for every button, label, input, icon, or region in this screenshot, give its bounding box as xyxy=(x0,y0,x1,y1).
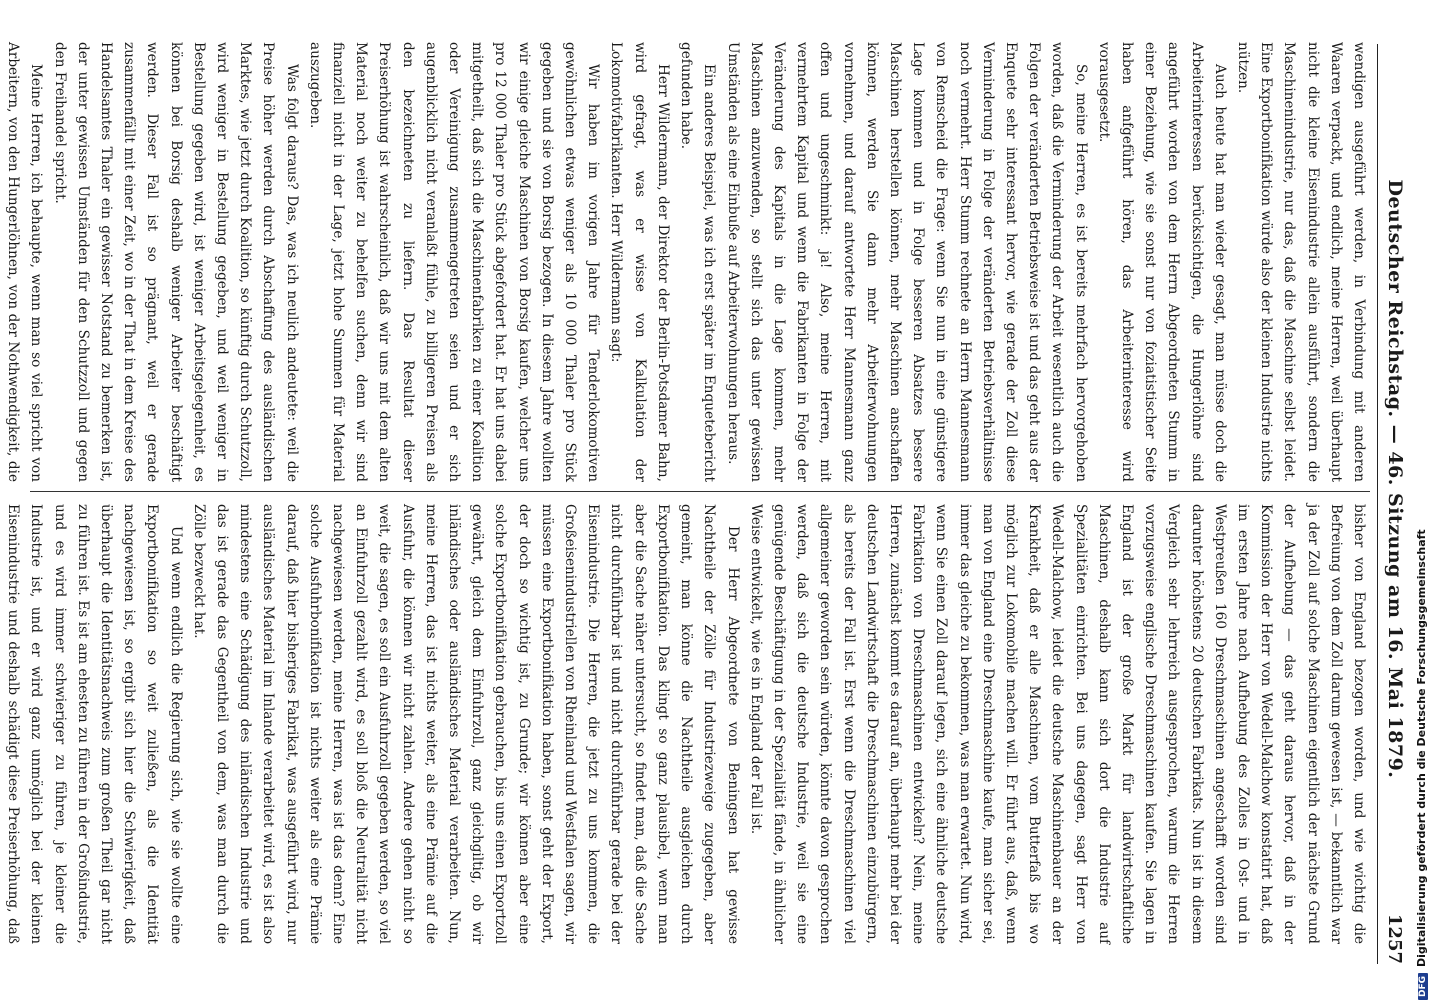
page-number: 1257 xyxy=(1384,913,1406,964)
text-column-left xyxy=(5,42,1370,482)
text-column-right xyxy=(5,504,1370,944)
paragraph: Was folgt daraus? Das, was ich neulich andeutete: weil die Preise höher werden durch Abschaffung des ausländischen Marktes, wie jetzt durch Koalition, so künftig durch Schutzzoll, wird weniger in Bestellung gegeben, und weil weniger in Bestellung gegeben wird, ist weniger Arbeitsgelegenheit, es können bei Borsig deshalb weniger Arbeiter beschäftigt werden. Dieser Fall ist so prägnant, weil er gerade zusammenfällt mit einer Zeit, wo in der That in dem Kreise des Handelsamtes Thaler ein gewisser Notstand zu bemerken ist, der unter gewissen Umständen für den Schutzzoll und gegen den Freihandel spricht. xyxy=(51,42,300,482)
paragraph: So, meine Herren, es ist bereits mehrfach hervorgehoben worden, daß die Verminderung der Arbeit wesentlich auch die Folgen der veränderten Betriebsweise ist und das geht aus der Enquete sehr interessant hervor, wie gerade der Zoll diese Verminderung in Folge der veränderten Betriebsverhältnisse noch vermehrt. Herr Stumm rechnete an Herrn Mannesmann von Remscheid die Frage: wenn Sie nun in eine günstigere Lage kommen und in Folge besseren Absatzes bessere Maschinen herstellen können, mehr Maschinen anschaffen können, werden Sie dann mehr Arbeiterwohnungen vornehmen, und darauf antwortete Herr Mannesmann ganz offen und ungeschminkt: ja! Also, meine Herren, mit vermehrtem Kapital und wenn die Fabrikanten in Folge der Veränderung des Kapitals in die Lage kommen, mehr Maschinen anzuwenden, so stellt sich das unter gewissen Umständen als eine Einbuße auf Arbeiterwohnungen heraus. xyxy=(724,42,1089,482)
paragraph: Und wenn endlich die Regierung sich, wie sie wollte eine Exportbonifikation so weit zuließen, als die Identität nachgewiesen ist, so ergibt sich hier die Schwierigkeit, daß überhaupt die Identitätsnachweis zum großen Theil gar nicht zu führen ist. Es ist am ehesten zu führen in der Großindustrie, und es wird immer schwieriger zu führen, je kleiner die Industrie ist, und er wird ganz unmöglich bei der kleinen Eisenindustrie und deshalb schädigt diese Preiserhöhung, daß xyxy=(5,504,184,944)
paragraph: Der Herr Abgeordnete von Beningsen hat gewisse Nachtheile der Zölle für Industriezweige zugegeben, aber gemeint, man könne die Nachtheile ausgleichen durch Exportbonifikation. Das klingt so ganz plausibel, wenn man aber die Sache näher untersucht, so findet man, daß die Sache nicht durchführbar ist und nicht durchführbar gerade bei der Eisenindustrie. Die Herren, die jetzt zu uns kommen, die Großeisenindustriellen von Rheinland und Westfalen sagen, wir müssen eine Exportbonifikation haben, sonst geht der Export, der doch so wichtig ist, zu Grunde; wir können aber eine solche Exportbonifikation gebrauchen, bis uns einen Exportzoll gewährt, gleich dem Einfuhrzoll, ganz gleichgiltig, ob wir inländisches oder ausländisches Material verarbeiten. Nun, meine Herren, das ist nichts weiter, als eine Prämie auf die Ausfuhr, die können wir nicht zahlen. Andere gehen nicht so weit, die sagen, es soll ein Ausfuhrzoll gegeben werden, so viel an Einfuhrzoll gezahlt wird, es soll bloß die Neutralität nicht nachgewiesen werden, meine Herren, was ist das denn? Eine solche Ausfuhrbonifikation ist nichts weiter als eine Prämie darauf, daß hier bisheriges Fabrikat, was ausgeführt wird, nur ausländisches Material im Inlande verarbeitet wird, es ist also mindestens eine Schädigung des inländischen Industrie und das ist gerade das Gegentheil von dem, was man durch die Zölle bezweckt hat. xyxy=(190,504,741,944)
page-header xyxy=(1377,44,1412,964)
rotated-document-page xyxy=(5,4,1420,994)
column-divider xyxy=(30,491,1370,492)
paragraph: Wir haben im vorigen Jahre für Tenderlokomotiven gewöhnlichen etwas weniger als 10 000 Thaler pro Stück gegeben und sie von Borsig bezogen. In diesem Jahre wollten wir einige gleiche Maschinen von Borsig kaufen, welcher uns pro 12 000 Thaler pro Stück abgefordert hat. Er hat uns dabei mitgetheilt, daß sich die Maschinenfabriken zu einer Koalition oder Vereinigung zusammengetreten seien und er sich augenblicklich nicht veranlaßt fühle, zu billigeren Preisen als den bezeichneten zu liefern. Das Resultat dieser Preiserhöhung ist wahrscheinlich, daß wir uns mit dem alten Material noch weiter zu behelfen suchen, denn wir sind finanziell nicht in der Lage, jetzt hohe Summen für Material auszugeben. xyxy=(306,42,602,482)
paragraph: Meine Herren, ich behaupte, wenn man so viel spricht von Arbeitern, von den Hungerlöhnen, von der Nothwendigkeit, die xyxy=(5,42,45,482)
paragraph: bisher von England bezogen worden, und wie wichtig die Befreiung von dem Zoll darum gewesen ist, — bekanntlich war ja der Zoll auf solche Maschinen eigentlich der nächste Grund der Aufhebung — das geht daraus hervor, daß in der Kommission der Herr von Wedell-Malchow konstatirt hat, daß im ersten Jahre nach Aufhebung des Zolles in Ost- und in Westpreußen 160 Dreschmaschinen angeschafft worden sind darunter höchstens 20 deutschen Fabrikats. Nun ist in diesem Vergleich sehr lehrreich ausgesprochen, warum die Herren vorzugsweise englische Dreschmaschinen kaufen. Sie lagen in England ist der große Markt für landwirtschaftliche Maschinen, deshalb kann sich dort die Industrie auf Spezialitäten einrichten. Bei uns dagegen, sagt Herr von Wedell-Malchow, leidet die deutsche Maschinenbauer an der Krankheit, daß er alle Maschinen, vom Butterfaß bis wo möglich zur Lokomobile machen will. Er führt aus, daß, wenn man von England eine Dreschmaschine kaufe, man sicher sei, immer das gleiche zu bekommen, was man erwartet. Nun wird, wenn Sie einen Zoll darauf legen, sich eine ähnliche deutsche Fabrikation von Dreschmaschinen entwickeln? Nein, meine Herren, zunächst kommt es darauf an, überhaupt mehr bei der deutschen Landwirtschaft die Dreschmaschinen einzubürgern, als bereits der Fall ist. Erst wenn die Dreschmaschinen viel allgemeiner geworden sein würden, könnte davon gesprochen werden, daß sich die deutsche Industrie, weil sie eine genügende Beschäftigung in der Spezialität fände, in ähnlicher Weise entwickelt, wie es in England der Fall ist. xyxy=(747,504,1367,944)
paragraph: Auch heute hat man wieder gesagt, man müsse doch die Arbeiterinteressen berücksichtigen, die Hungerlöhne sind angeführt worden von dem Herrn Abgeordneten Stumm in einer Beziehung, wie sie sonst nur von foziatistischer Seite haben anfgeführt hören, das Arbeiterinteresse wird vorausgesetzt. xyxy=(1095,42,1228,482)
paragraph: wendigen ausgeführt werden, in Verbindung mit anderen Waaren verpackt, und endlich, meine Herren, weil überhaupt nicht die kleine Eisenindustrie allein ausführt, sondern die Maschinenindustrie, nur das, daß die Maschine selbst leidet. Eine Exportbonifikation würde also der kleinen Industrie nichts nützen. xyxy=(1234,42,1367,482)
page-header-title: Deutscher Reichstag. — 46. Sitzung am 16. Mai 1879. xyxy=(1384,179,1406,779)
paragraph: Ein anderes Beispiel, was ich erst später im Enquetebericht gefunden habe. xyxy=(678,42,718,482)
digitization-credit xyxy=(1415,529,1428,1000)
paragraph: Herr Wildermann, der Direktor der Berlin-Potsdamer Bahn, wird gefragt, was er wisse von Kalkulation der Lokomotivfabrikanten. Herr Wildermann sagt: xyxy=(608,42,671,482)
dfg-logo-icon: DFG xyxy=(1418,973,1428,1000)
digitization-credit-text: Digitalisierung gefördert durch die Deutsche Forschungsgemeinschaft xyxy=(1415,529,1428,967)
